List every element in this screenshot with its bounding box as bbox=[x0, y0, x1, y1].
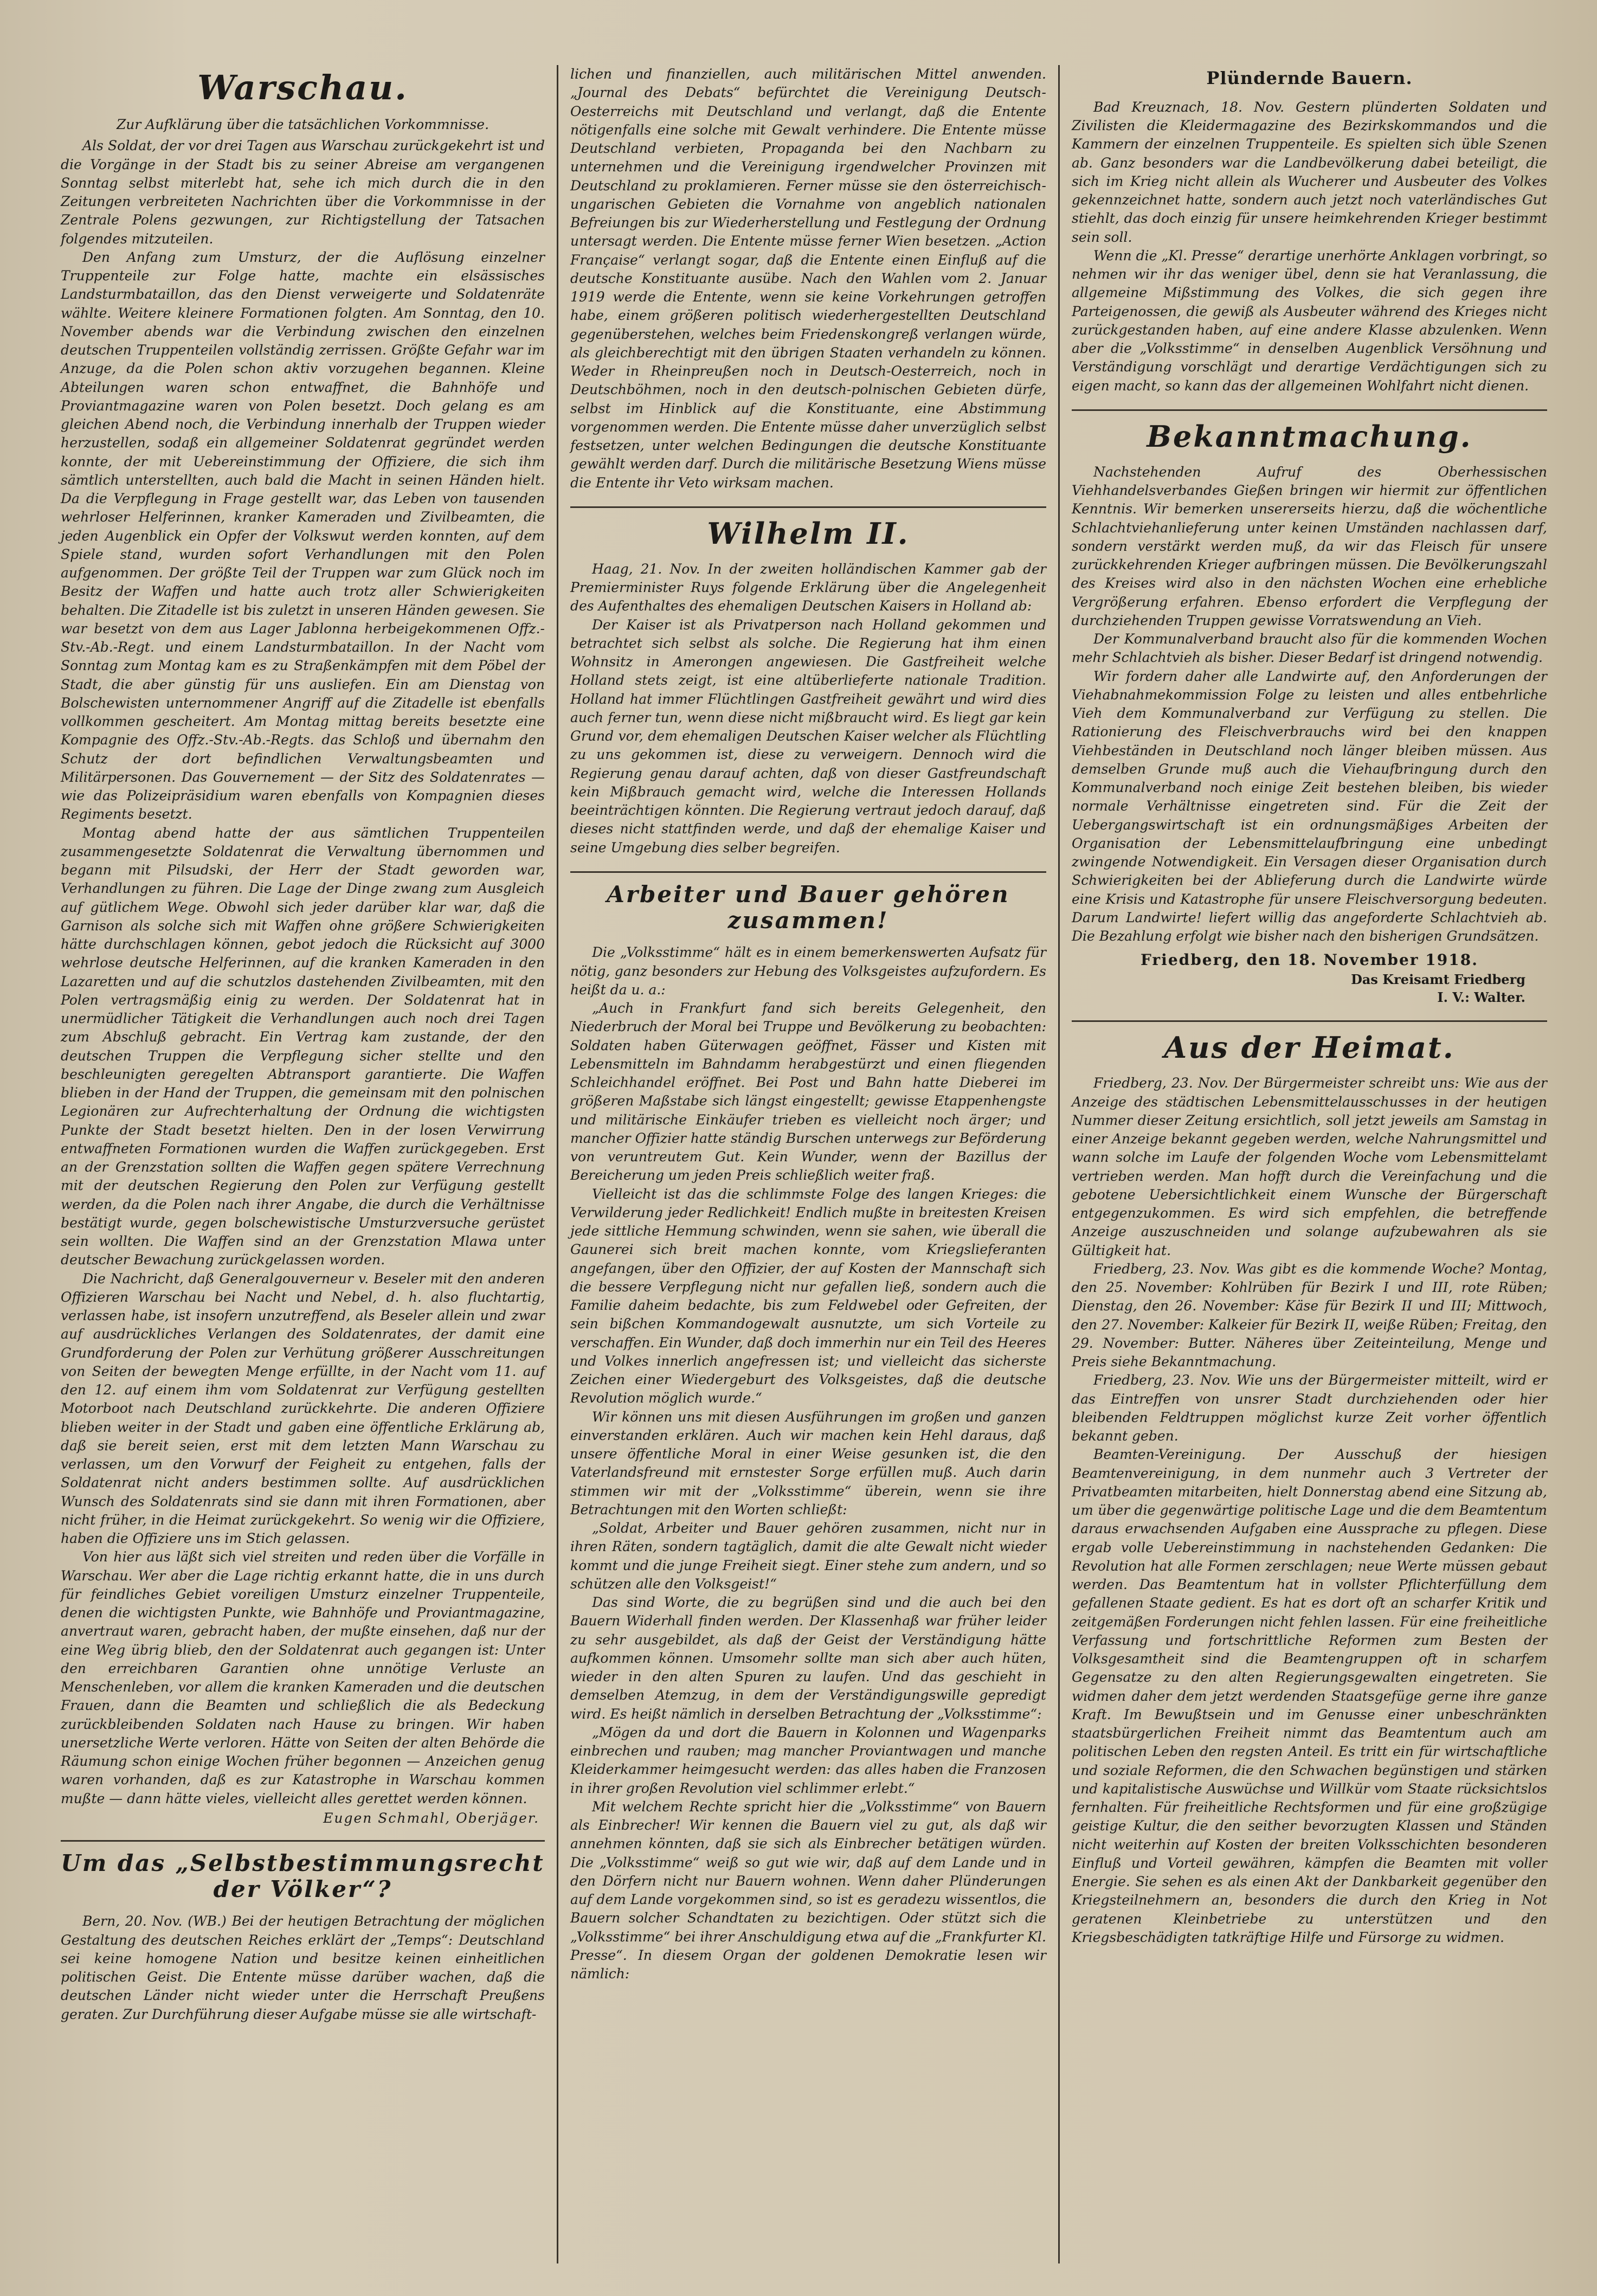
paragraph: Bern, 20. Nov. (WB.) Bei der heutigen Betrachtung der möglichen Gestaltung des deutschen Reiches erklärt der „Temps“: Deutschland sei keine homogene Nation und besitze keinen einheitlichen politischen Geist. Die Entente müsse darüber wachen, daß die deutschen Länder nicht wieder unter die Herrschaft Preußens geraten. Zur Durchführung dieser Aufgabe müsse sie alle wirtschaft- bbox=[61, 1913, 545, 2022]
headline-wilhelm: Wilhelm II. bbox=[707, 516, 910, 551]
article-arbeiter-bauer bbox=[570, 882, 1046, 1984]
paragraph: Das sind Worte, die zu begrüßen sind und die auch bei den Bauern Widerhall finden werden. Der Klassenhaß war früher leider zu sehr ausgebildet, als daß der Geist der Verständigung hätte aufkommen können. Umsomehr sollte man sich aber auch hüten, wieder in den alten Spuren zu laufen. Und das geschieht in demselben Atemzug, in dem der Verständigungswille gepredigt wird. Es heißt nämlich in derselben Betrachtung der „Volksstimme“: bbox=[570, 1594, 1046, 1722]
paragraph: Von hier aus läßt sich viel streiten und reden über die Vorfälle in Warschau. Wer aber die Lage richtig erkannt hatte, die in uns durch für feindliches Gebiet voreiligen Umsturz einzelner Truppenteile, denen die wichtigsten Punkte, wie Bahnhöfe und Proviantmagazine, anvertraut waren, gebracht haben, der mußte einsehen, daß nur der eine Weg übrig blieb, den der Soldatenrat auch gegangen ist: Unter den erreichbaren Garantien ohne unnötige Verluste an Menschenleben, vor allem die kranken Kameraden und die deutschen Frauen, dann die Beamten und schließlich die als Bedeckung zurückbleibenden Soldaten nach Hause zu bringen. Wir haben unersetzliche Werte verloren. Hätte von Seiten der alten Behörde die Räumung schon einige Wochen früher begonnen — Anzeichen genug waren vorhanden, daß es zur Katastrophe in Warschau kommen mußte — dann hätte vieles, vielleicht alles gerettet werden können. bbox=[61, 1549, 545, 1806]
headline-selbstbestimmung: Um das „Selbstbestimmungsrecht der Völker“? bbox=[61, 1849, 545, 1903]
issuer-signature: Das Kreisamt Friedberg bbox=[1351, 972, 1525, 988]
paragraph: Als Soldat, der vor drei Tagen aus Warschau zurückgekehrt ist und die Vorgänge in der Stadt bis zu seiner Abreise am vergangenen Sonntag selbst miterlebt hat, sehe ich mich durch die in den Zeitungen verbreiteten Nachrichten über die Vorkommnisse in der Zentrale Polens gezwungen, zur Richtigstellung der Tatsachen folgendes mitzuteilen. bbox=[61, 138, 545, 247]
author-signature: Eugen Schmahl, Oberjäger. bbox=[323, 1810, 539, 1826]
column-2 bbox=[558, 65, 1060, 2263]
paragraph: Wenn die „Kl. Presse“ derartige unerhörte Anklagen vorbringt, so nehmen wir ihr das weniger übel, denn sie hat Veranlassung, die allgemeine Mißstimmung des Volkes, die sich gegen ihre Parteigenossen, die gewiß als Ausbeuter während des Krieges nicht zurückgestanden haben, auf eine andere Klasse abzulenken. Wenn aber die „Volksstimme“ in denselben Augenblick Versöhnung und Verständigung vorschlägt und derartige Verdächtigungen sich zu eigen macht, so kann das der allgemeinen Wohlfahrt nicht dienen. bbox=[1072, 247, 1547, 394]
issuer-signature-deputy: I. V.: Walter. bbox=[1437, 989, 1525, 1005]
headline-warschau: Warschau. bbox=[197, 68, 408, 107]
paragraph: Vielleicht ist das die schlimmste Folge des langen Krieges: die Verwilderung jeder Redlichkeit! Endlich mußte in breitesten Kreisen jede sittliche Hemmung schwinden, wenn sie sahen, wie überall die Gaunerei sich breit machen konnte, vom Kriegslieferanten angefangen, über den Offizier, der auf Kosten der Mannschaft sich die bessere Verpflegung nicht nur gefallen ließ, sondern auch die Familie daheim bedachte, bis zum Feldwebel oder Gefreiten, der sein bißchen Kommandogewalt ausnutzte, um sich Vorteile zu verschaffen. Ein Wunder, daß doch immerhin nur ein Teil des Heeres und Volkes innerlich angefressen ist; und vielleicht das sicherste Zeichen einer Wiedergeburt des Volksgeistes, daß die deutsche Revolution möglich wurde.“ bbox=[570, 1186, 1046, 1406]
paragraph: Die Nachricht, daß Generalgouverneur v. Beseler mit den anderen Offizieren Warschau bei Nacht und Nebel, d. h. also fluchtartig, verlassen habe, ist insofern unzutreffend, als Beseler allein und zwar auf ausdrückliches Verlangen des Soldatenrates, der damit eine Grundforderung der Polen zur Verhütung größerer Ausschreitungen von Seiten der bewegten Menge erfüllte, in der Nacht vom 11. auf den 12. auf einem ihm vom Soldatenrat zur Verfügung gestellten Motorboot nach Deutschland zurückkehrte. Die anderen Offiziere blieben weiter in der Stadt und gaben eine öffentliche Erklärung ab, daß sie bereit seien, erst mit dem letzten Mann Warschau zu verlassen, um den Vorwurf der Feigheit zu entgehen, falls der Soldatenrat nicht anders bestimmen sollte. Auf ausdrücklichen Wunsch des Soldatenrats sind sie dann mit ihren Formationen, aber nicht früher, in die Heimat zurückgekehrt. So wenig wir die Offiziere, haben die Offiziere uns im Stich gelassen. bbox=[61, 1270, 545, 1547]
paragraph: Der Kommunalverband braucht also für die kommenden Wochen mehr Schlachtvieh als bisher. Dieser Bedarf ist dringend notwendig. bbox=[1072, 631, 1547, 666]
paragraph: Der Kaiser ist als Privatperson nach Holland gekommen und betrachtet sich selbst als solche. Die Regierung hat ihm einen Wohnsitz in Amerongen angewiesen. Die Gastfreiheit welche Holland stets zeigt, ist eine altüberlieferte nationale Tradition. Holland hat immer Flüchtlingen Gastfreiheit gewährt und wird dies auch ferner tun, wenn diese nicht mißbraucht wird. Es liegt gar kein Grund vor, dem ehemaligen Deutschen Kaiser welcher als Flüchtling zu uns gekommen ist, diese zu verweigern. Dennoch wird die Regierung genau darauf achten, daß von dieser Gastfreundschaft kein Mißbrauch gemacht wird, welche die Interessen Hollands beeinträchtigen könnten. Die Regierung vertraut jedoch darauf, daß dieses nicht stattfinden werde, und daß der ehemalige Kaiser und seine Umgebung dies selber begreifen. bbox=[570, 616, 1046, 856]
paragraph: Montag abend hatte der aus sämtlichen Truppenteilen zusammengesetzte Soldatenrat die Verwaltung übernommen und begann mit Pilsudski, der Herr der Stadt geworden war, Verhandlungen zu führen. Die Lage der Dinge zwang zum Ausgleich auf gütlichem Wege. Obwohl sich jeder darüber klar war, daß die Garnison als solche sich mit Waffen ohne größere Schwierigkeiten hätte durchschlagen können, gebot jedoch die Rücksicht auf 3000 wehrlose deutsche Helferinnen, auf die kranken Kameraden in den Lazaretten und auf die schutzlos dastehenden Zivilbeamten, mit den Polen vertragsmäßig einig zu werden. Der Soldatenrat hat in unermüdlicher Tätigkeit die Verhandlungen auch noch drei Tagen zum Abschluß gebracht. Ein Vertrag kam zustande, der den deutschen Truppen die Verpflegung sicher stellte und den beschleunigten geregelten Abtransport garantierte. Die Waffen blieben in der Hand der Truppen, die gemeinsam mit den polnischen Legionären zur Aufrechterhaltung der Ordnung die wichtigsten Punkte der Stadt besetzt hielten. Den in der losen Verwirrung entwaffneten Formationen wurden die Waffen zurückgegeben. Erst an der Grenzstation sollten die Waffen gegen spätere Verrechnung mit der deutschen Regierung den Polen zur Verfügung gestellt werden, da die Polen nach ihrer Angabe, die durch die Verhältnisse bestätigt wurde, gegen bolschewistische Umsturzversuche gerüstet sein wollten. Die Waffen sind an der Grenzstation Mlawa unter deutscher Bewachung zurückgelassen worden. bbox=[61, 825, 545, 1268]
paragraph: Beamten-Vereinigung. Der Ausschuß der hiesigen Beamtenvereinigung, in dem nunmehr auch 3 Vertreter der Privatbeamten mitarbeiten, hielt Donnerstag abend eine Sitzung ab, um über die gegenwärtige politische Lage und die dem Beamtentum daraus erwachsenden Aufgaben eine Aussprache zu pflegen. Diese ergab volle Uebereinstimmung in nachstehenden Gedanken: Die Revolution hat alle Formen zerschlagen; neue Werte müssen gebaut werden. Das Beamtentum hat in vollster Pflichterfüllung dem gefallenen Staate gedient. Es hat es dort oft an scharfer Kritik und zeitgemäßen Forderungen nicht fehlen lassen. Für eine freiheitliche Verfassung und fortschrittliche Reformen zum Besten der Volksgesamtheit sind die Beamtengruppen oft in scharfem Gegensatze zu den alten Regierungsgewalten eingetreten. Sie widmen daher dem jetzt werdenden Staatsgefüge gerne ihre ganze Kraft. Im Bewußtsein und im Genusse einer unbeschränkten staatsbürgerlichen Freiheit nimmt das Beamtentum auch am politischen Leben den regsten Anteil. Es tritt ein für wirtschaftliche und soziale Reformen, die den Schwachen begünstigen und stärken und kapitalistische Auswüchse und Willkür vom Staate rücksichtslos fernhalten. Für freiheitliche Rechtsformen und für eine großzügige geistige Kultur, die den seither bevorzugten Klassen und Ständen nicht weiterhin auf Kosten der breiten Volksschichten besonderen Einfluß und Vorteil gewähren, kämpfen die Beamten mit voller Energie. Sie sehen es als einen Akt der Dankbarkeit gegenüber den Kriegsteilnehmern an, besonders die durch den Krieg in Not geratenen Kleinbetriebe zu unterstützen und den Kriegsbeschädigten tatkräftige Hilfe und Fürsorge zu widmen. bbox=[1072, 1446, 1547, 1945]
paragraph: Friedberg, 23. Nov. Der Bürgermeister schreibt uns: Wie aus der Anzeige des städtischen Lebensmittelausschusses in der heutigen Nummer dieser Zeitung ersichtlich, soll jetzt jeweils am Samstag in einer Anzeige bekannt gegeben werden, welche Nahrungsmittel und wann solche im Laufe der folgenden Woche vom Lebensmittelamt vertrieben werden. Man hofft durch die Vereinfachung und die gebotene Uebersichtlichkeit einem Wunsche der Bürgerschaft entgegenzukommen. Es wird sich empfehlen, die betreffende Anzeige auszuschneiden und solange aufzubewahren als sie Gültigkeit hat. bbox=[1072, 1075, 1547, 1258]
article-bekanntmachung bbox=[1072, 420, 1547, 1006]
headline-pluendernde-bauern: Plündernde Bauern. bbox=[1206, 68, 1413, 88]
paragraph: Den Anfang zum Umsturz, der die Auflösung einzelner Truppenteile zur Folge hatte, machte ein elsässisches Landsturmbataillon, das den Dienst verweigerte und Soldatenräte wählte. Weitere kleinere Formationen folgten. Am Sonntag, den 10. November abends war die Verbindung zwischen den einzelnen deutschen Truppenteilen vollständig zerrissen. Größte Gefahr war im Anzuge, da die Polen schon aktiv vorzugehen begannen. Kleine Abteilungen waren schon entwaffnet, die Bahnhöfe und Proviantmagazine waren von Polen besetzt. Doch gelang es am gleichen Abend noch, die Verbindung innerhalb der Truppen wieder herzustellen, sodaß ein allgemeiner Soldatenrat gegründet werden konnte, der mit Uebereinstimmung der Offiziere, die sich ihm sämtlich unterstellten, auch bald die Macht in seinen Händen hielt. Da die Verpflegung in Frage gestellt war, das Leben von tausenden wehrloser Helferinnen, kranker Kameraden und Zivilbeamten, die jeden Augenblick ein Opfer der Volkswut werden konnten, auf dem Spiele stand, wurden sofort Verhandlungen mit den Polen aufgenommen. Der größte Teil der Truppen war zum Glück noch im Besitz der Waffen und hatte auch trotz aller Schwierigkeiten behalten. Die Zitadelle ist bis zuletzt in unseren Händen gewesen. Sie war besetzt von dem aus Lager Jablonna herbeigekommenen Offz.-Stv.-Ab.-Regt. und einem Landsturmbataillon. In der Nacht vom Sonntag zum Montag kam es zu Straßenkämpfen mit dem Pöbel der Stadt, die aber günstig für uns ausliefen. Ein am Dienstag von Bolschewisten unternommener Angriff auf die Zitadelle ist ebenfalls vollkommen gescheitert. Am Montag mittag bereits besetzte eine Kompagnie des Offz.-Stv.-Ab.-Regts. das Schloß und übernahm den Schutz der dort befindlichen Verwaltungsbeamten und Militärpersonen. Das Gouvernement — der Sitz des Soldatenrates — wie das Polizeipräsidium waren ebenfalls von Kompagnien dieses Regiments besetzt. bbox=[61, 249, 545, 822]
divider bbox=[1072, 1020, 1547, 1022]
paragraph: Wir können uns mit diesen Ausführungen im großen und ganzen einverstanden erklären. Auch wir machen kein Hehl daraus, daß unsere öffentliche Moral in einer Weise gesunken ist, die den Vaterlandsfreund mit ernstester Sorge erfüllen muß. Auch darin stimmen wir mit der „Volksstimme“ überein, wenn sie ihre Betrachtungen mit den Worten schließt: bbox=[570, 1409, 1046, 1517]
dateline: Friedberg, den 18. November 1918. bbox=[1141, 951, 1478, 969]
column-3 bbox=[1060, 65, 1559, 2263]
article-pluendernde-bauern bbox=[1072, 68, 1547, 395]
divider bbox=[61, 1840, 545, 1842]
headline-aus-der-heimat: Aus der Heimat. bbox=[1164, 1030, 1455, 1065]
divider bbox=[570, 871, 1046, 873]
headline-arbeiter-bauer: Arbeiter und Bauer gehören zusammen! bbox=[607, 880, 1010, 934]
paragraph: „Mögen da und dort die Bauern in Kolonnen und Wagenparks einbrechen und rauben; mag mancher Proviantwagen und manche Kleiderkammer heimgesucht werden: das alles haben die Franzosen in ihrer großen Revolution viel schlimmer erlebt.“ bbox=[570, 1724, 1046, 1796]
paragraph: Die „Volksstimme“ hält es in einem bemerkenswerten Aufsatz für nötig, ganz besonders zur Hebung des Volksgeistes aufzufordern. Es heißt da u. a.: bbox=[570, 944, 1046, 998]
paragraph: Wir fordern daher alle Landwirte auf, den Anforderungen der Viehabnahmekommission Folge zu leisten und alles entbehrliche Vieh dem Kommunalverband zur Verfügung zu stellen. Die Rationierung des Fleischverbrauchs wird bei den knappen Viehbeständen in Deutschland noch länger bleiben müssen. Aus demselben Grunde muß auch die Viehaufbringung durch den Kommunalverband noch einige Zeit bestehen bleiben, bis wieder normale Verhältnisse eingetreten sind. Für die Zeit der Uebergangswirtschaft ist ein ordnungsmäßiges Arbeiten der Organisation der Lebensmittelaufbringung eine unbedingt zwingende Notwendigkeit. Ein Versagen dieser Organisation durch Schwierigkeiten bei der Ablieferung durch die Landwirte würde eine Krisis und Katastrophe für unsere Fleischversorgung bedeuten. Darum Landwirte! liefert willig das angeforderte Schlachtvieh ab. Die Bezahlung erfolgt wie bisher nach den bisherigen Grundsätzen. bbox=[1072, 668, 1547, 944]
paragraph: Friedberg, 23. Nov. Wie uns der Bürgermeister mitteilt, wird er das Eintreffen von unsrer Stadt durchziehenden oder hier bleibenden Feldtruppen möglichst kurze Zeit vorher öffentlich bekannt geben. bbox=[1072, 1372, 1547, 1444]
subheadline-warschau: Zur Aufklärung über die tatsächlichen Vorkommnisse. bbox=[116, 117, 490, 133]
paragraph: lichen und finanziellen, auch militärischen Mittel anwenden. „Journal des Debats“ befürchtet die Vereinigung Deutsch-Oesterreichs mit Deutschland und verlangt, daß die Entente nötigenfalls eine solche mit Gewalt verhindere. Die Entente müsse Deutschland verbieten, Propaganda bei den Nachbarn zu unternehmen und die Vereinigung irgendwelcher Provinzen mit Deutschland zu proklamieren. Ferner müsse sie den österreichisch-ungarischen Gebieten die Vornahme von angeblich nationalen Befreiungen bis zur Wiederherstellung und Festlegung der Ordnung untersagt werden. Die Entente müsse ferner Wien besetzen. „Action Française“ verlangt sogar, daß die Entente einen Einfluß auf die deutsche Konstituante ausübe. Nach den Wahlen vom 2. Januar 1919 werde die Entente, wenn sie keine Vorkehrungen getroffen habe, einem größeren politisch wiederhergestellten Deutschland gegenüberstehen, welches beim Friedenskongreß verlangen würde, als gleichberechtigt mit den übrigen Staaten verhandeln zu können. Weder in Rheinpreußen noch in Deutsch-Oesterreich, noch in Deutschböhmen, noch in den deutsch-polnischen Gebieten dürfe, selbst im Hinblick auf die Konstituante, eine Abstimmung vorgenommen werden. Die Entente müsse daher unverzüglich selbst festsetzen, unter welchen Bedingungen die deutsche Konstituante gewählt werden darf. Durch die militärische Besetzung Wiens müsse die Entente ihr Veto wirksam machen. bbox=[570, 66, 1046, 491]
article-selbstbestimmung-continued bbox=[570, 65, 1046, 492]
article-selbstbestimmung bbox=[61, 1850, 545, 2024]
paragraph: Nachstehenden Aufruf des Oberhessischen Viehhandelsverbandes Gießen bringen wir hiermit zur öffentlichen Kenntnis. Wir bemerken unsererseits hierzu, daß die wöchentliche Schlachtviehanlieferung unter keinen Umständen nachlassen darf, sondern verstärkt werden muß, da wir das Fleisch für unsere zurückkehrenden Krieger aufbringen müssen. Die Bevölkerungszahl des Kreises wird also in den nächsten Wochen eine erhebliche Vergrößerung erfahren. Ebenso erfordert die Verpflegung der durchziehenden Truppen gewisse Vorratswendung an Vieh. bbox=[1072, 464, 1547, 628]
article-warschau bbox=[61, 68, 545, 1826]
paragraph: „Auch in Frankfurt fand sich bereits Gelegenheit, den Niederbruch der Moral bei Truppe und Bevölkerung zu beobachten: Soldaten haben Güterwagen geöffnet, Fässer und Kisten mit Lebensmitteln im Bahndamm herabgestürzt und einen fliegenden Schleichhandel eröffnet. Bei Post und Bahn hatte Dieberei im größeren Maßstabe sich längst eingestellt; gewisse Etappenhengste und militärische Einkäufer trieben es vielleicht noch ärger; und mancher Offizier hatte ständig Burschen unterwegs zur Beförderung von veruntreutem Gut. Kein Wunder, wenn der Bazillus der Bereicherung um jeden Preis schließlich weiter fraß. bbox=[570, 1000, 1046, 1184]
column-1 bbox=[49, 65, 558, 2263]
paragraph: Haag, 21. Nov. In der zweiten holländischen Kammer gab der Premierminister Ruys folgende Erklärung über die Angelegenheit des Aufenthaltes des ehemaligen Deutschen Kaisers in Holland ab: bbox=[570, 561, 1046, 614]
article-wilhelm bbox=[570, 517, 1046, 857]
columns bbox=[49, 65, 1559, 2263]
headline-bekanntmachung: Bekanntmachung. bbox=[1147, 419, 1472, 454]
paragraph: Mit welchem Rechte spricht hier die „Volksstimme“ von Bauern als Einbrecher! Wir kennen die Bauern viel zu gut, als daß wir annehmen könnten, daß sie sich als Einbrecher betätigen würden. Die „Volksstimme“ weiß so gut wie wir, daß auf dem Lande und in den Dörfern nicht nur Bauern wohnen. Wenn daher Plünderungen auf dem Lande vorgekommen sind, so ist es geradezu wissentlos, die Bauern solcher Schandtaten zu bezichtigen. Oder stützt sich die „Volksstimme“ bei ihrer Anschuldigung etwa auf die „Frankfurter Kl. Presse“. In diesem Organ der goldenen Demokratie lesen wir nämlich: bbox=[570, 1798, 1046, 1982]
paragraph: „Soldat, Arbeiter und Bauer gehören zusammen, nicht nur in ihren Räten, sondern tagtäglich, damit die alte Gewalt nicht wieder kommt und die junge Freiheit siegt. Einer stehe zum andern, und so schützen alle den Volksgeist!“ bbox=[570, 1520, 1046, 1592]
article-aus-der-heimat bbox=[1072, 1031, 1547, 1947]
divider bbox=[570, 506, 1046, 508]
paragraph: Bad Kreuznach, 18. Nov. Gestern plünderten Soldaten und Zivilisten die Kleidermagazine des Bezirkskommandos und die Kammern der einzelnen Truppenteile. Es spielten sich üble Szenen ab. Ganz besonders war die Landbevölkerung dabei beteiligt, die sich im Krieg nicht allein als Wucherer und Ausbeuter des Volkes gekennzeichnet hatte, sondern auch jetzt noch vaterländisches Gut stiehlt, das doch einzig für unsere heimkehrenden Krieger bestimmt sein soll. bbox=[1072, 99, 1547, 245]
paragraph: Friedberg, 23. Nov. Was gibt es die kommende Woche? Montag, den 25. November: Kohlrüben für Bezirk I und III, rote Rüben; Dienstag, den 26. November: Käse für Bezirk II und III; Mittwoch, den 27. November: Kalkeier für Bezirk II, weiße Rüben; Freitag, den 29. November: Butter. Näheres über Zeiteinteilung, Menge und Preis siehe Bekanntmachung. bbox=[1072, 1260, 1547, 1370]
divider bbox=[1072, 409, 1547, 411]
